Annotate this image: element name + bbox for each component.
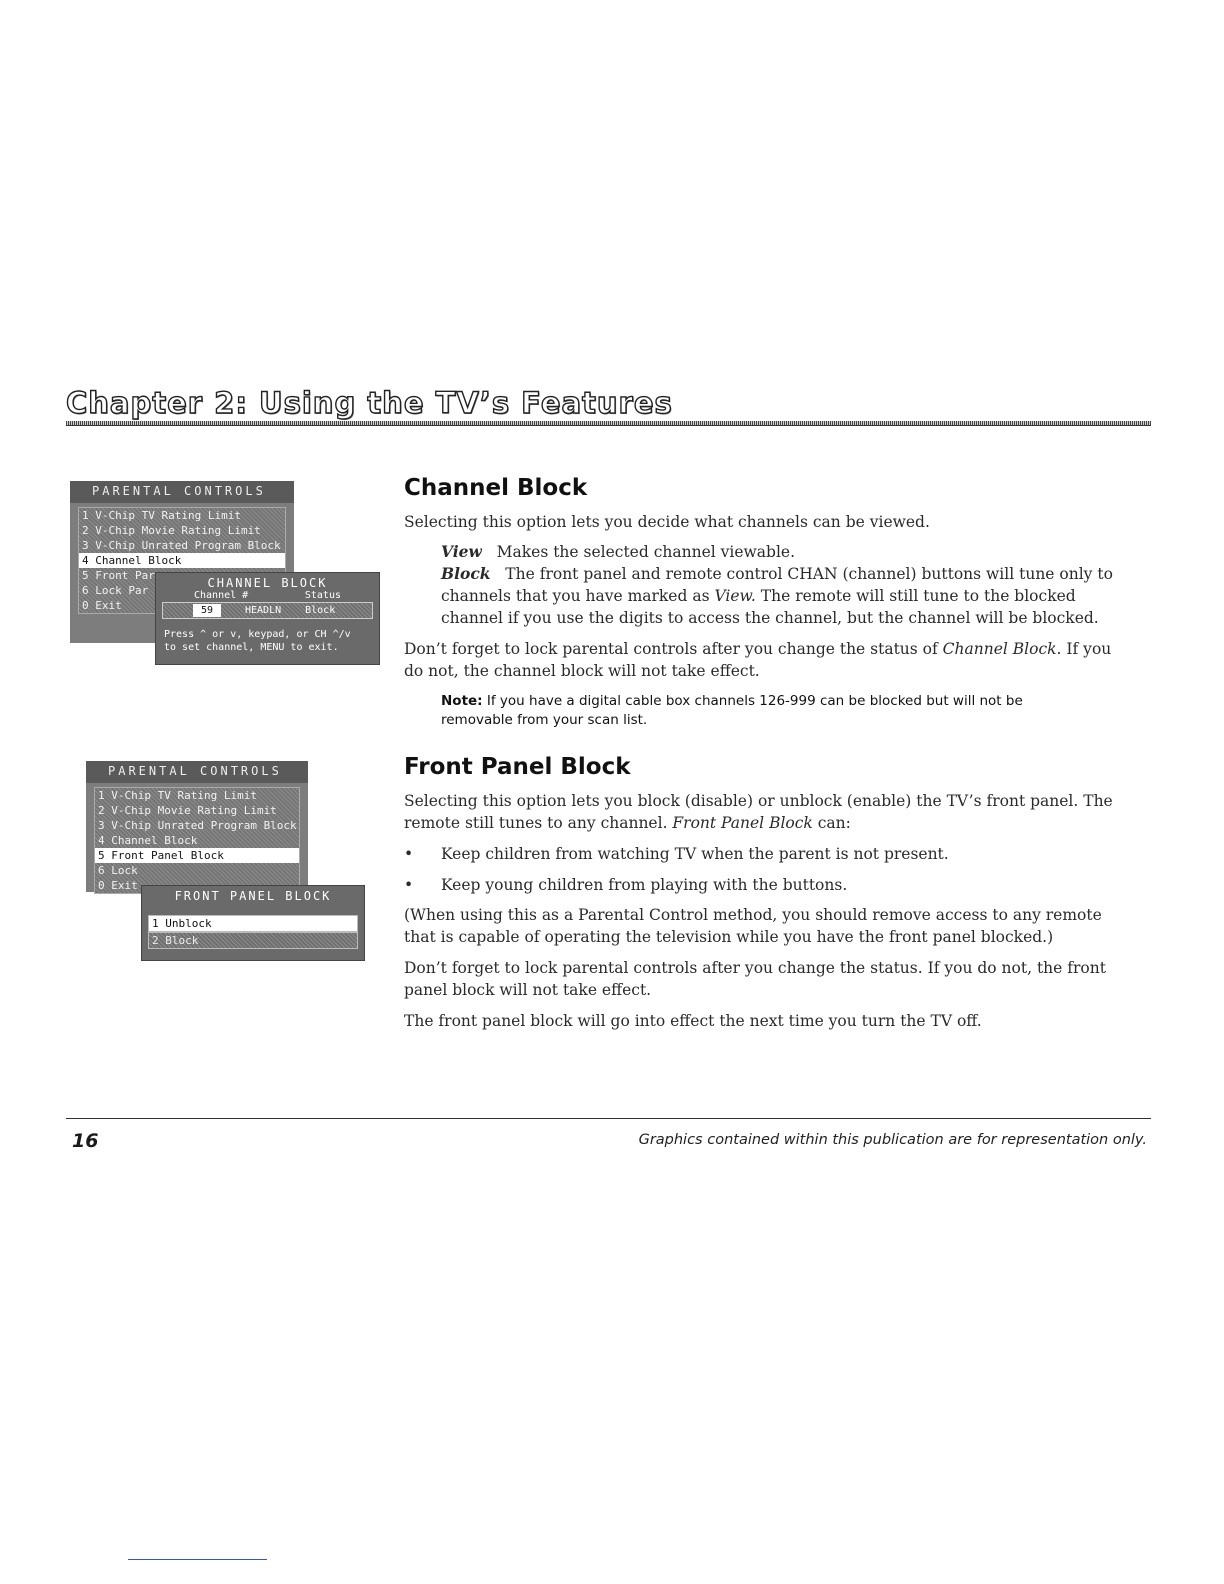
parental-controls-screen-front-panel [86,761,308,892]
intro-text: remote still tunes to any channel. [404,814,673,832]
block-definition [441,563,1113,629]
channel-block-reminder [404,638,1111,682]
reminder-text: Don’t forget to lock parental controls after you change the status of [404,640,943,658]
menu-item-selected: 5 Front Panel Block [95,848,299,863]
menu-item: 3 V-Chip Unrated Program Block [82,539,281,552]
channel-block-heading: Channel Block [404,475,588,501]
block-term: Block [441,564,491,583]
block-desc-line: channel if you use the digits to access the channel, but the channel will be blocked. [441,609,1099,627]
note-text: If you have a digital cable box channels 126-999 can be blocked but will not be [482,693,1023,709]
menu-item: 0 Exit [82,599,122,612]
channel-column-label: Channel # [194,590,249,601]
help-line: to set channel, MENU to exit. [164,642,339,653]
decorative-line [128,1559,267,1560]
paren-line: that is capable of operating the television while you have the front panel blocked.) [404,928,1054,946]
note-label: Note: [441,693,483,709]
popup-title: FRONT PANEL BLOCK [174,889,332,903]
unblock-option: 1 Unblock [148,915,358,932]
menu-item: 5 Front Par [82,569,155,582]
footer-disclaimer: Graphics contained within this publication are for representation only. [638,1132,1147,1148]
bullet-dot: • [404,876,414,894]
channel-block-popup [155,572,380,665]
menu-item: 3 V-Chip Unrated Program Block [98,819,297,832]
menu-item: 1 V-Chip TV Rating Limit [82,509,241,522]
reminder-text: If you [1061,640,1112,658]
bullet-item [404,874,848,896]
view-definition [441,541,795,563]
menu-item: 1 V-Chip TV Rating Limit [98,789,257,802]
help-line: Press ^ or v, keypad, or CH ^/v [164,629,351,640]
bullet-dot: • [404,845,414,863]
status-column-label: Status [304,590,341,601]
block-desc-text: The remote will still tune to the blocked [755,587,1076,605]
bullet-text: Keep children from watching TV when the parent is not present. [441,845,949,863]
reminder-line: panel block will not take effect. [404,981,652,999]
menu-item: 4 Channel Block [98,834,198,847]
menu-item: 0 Exit [98,879,138,892]
front-panel-block-popup [141,885,365,961]
menu-item-selected: 4 Channel Block [79,553,285,568]
intro-text: can: [812,814,851,832]
channel-status: Block [305,605,336,616]
parenthetical-note [404,904,1102,948]
chapter-title: Chapter 2: Using the TV’s Features [66,386,673,420]
view-description: Makes the selected channel viewable. [496,543,796,561]
menu-item: 6 Lock Par [82,584,149,597]
popup-help [156,620,379,654]
menu-item: 2 V-Chip Movie Rating Limit [82,524,261,537]
front-panel-final: The front panel block will go into effect the next time you turn the TV off. [404,1012,982,1030]
view-term: View [441,542,482,561]
intro-line: Selecting this option lets you block (disable) or unblock (enable) the TV’s front panel. The [404,792,1113,810]
front-panel-intro [404,790,1113,834]
channel-block-intro: Selecting this option lets you decide what channels can be viewed. [404,513,930,531]
chapter-rule [66,421,1151,426]
front-panel-block-heading: Front Panel Block [404,754,631,780]
reminder-line: Don’t forget to lock parental controls after you change the status. If you do not, the front [404,959,1106,977]
intro-emphasis: Front Panel Block [672,814,813,832]
note-text: removable from your scan list. [441,712,648,728]
bullet-item [404,843,949,865]
channel-block-note [441,692,1023,730]
channel-row [162,602,373,619]
menu-header: PARENTAL CONTROLS [70,481,294,503]
front-panel-reminder [404,957,1106,1001]
block-desc-line: The front panel and remote control CHAN (channel) buttons will tune only to [505,565,1113,583]
menu-item: 2 V-Chip Movie Rating Limit [98,804,277,817]
channel-name: HEADLN [245,605,282,616]
channel-number: 59 [193,604,221,617]
page-number: 16 [72,1130,99,1152]
footer-rule [66,1118,1151,1119]
paren-line: (When using this as a Parental Control method, you should remove access to any remote [404,906,1102,924]
menu-list [94,787,300,894]
block-desc-text: channels that you have marked as [441,587,715,605]
menu-header: PARENTAL CONTROLS [86,761,308,783]
bullet-text: Keep young children from playing with the buttons. [441,876,848,894]
block-desc-emphasis: View. [714,587,756,605]
reminder-line: do not, the channel block will not take effect. [404,662,760,680]
menu-item: 6 Lock [98,864,138,877]
reminder-emphasis: Channel Block. [942,640,1062,658]
block-option: 2 Block [148,932,358,949]
popup-columns [156,590,379,601]
popup-title: CHANNEL BLOCK [207,576,328,590]
